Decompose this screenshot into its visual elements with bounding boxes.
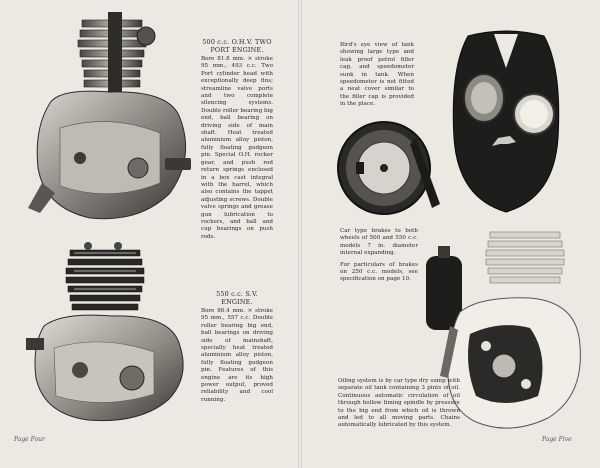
tank-text: Bird's eye view of tank showing large type and leak proof petrol filler cap, and speedometer sunk in tank. When speedometer is not fitted a neat cover similar to the filler cap is provided in the place. [340, 42, 414, 108]
sv-engine-title: 550 c.c. S.V. ENGINE. [216, 290, 258, 306]
oiling-text: Oiling system is by car type dry sump with separate oil tank containing 3 pints of oil. Continuous automatic circulation of oil through hollow timing spindle by pressure to the big end from which oil is thrown and led to all moving parts. Chains automatically lubricated by this system. [338, 378, 460, 429]
ohv-engine-title: 500 c.c. O.H.V. TWO [202, 38, 272, 46]
tank-photo [448, 28, 564, 216]
sv-engine-photo [22, 238, 192, 426]
ohv-engine-title-2: PORT ENGINE. [210, 46, 264, 54]
tank-caption [340, 42, 414, 109]
right-page [302, 0, 600, 468]
sv-engine-text: Bore 86.4 mm. × stroke 95 mm., 557 c.c. Double roller bearing big end, ball bearings on driving side of mainshaft, specially heat treated aluminium alloy piston, fully floating gudgeon pin. Features of this engine are its high power output, proved reliability and cool running. [201, 308, 273, 403]
page-number-left: Page Four [14, 436, 45, 443]
ohv-engine-photo [20, 8, 200, 233]
brakes-text-2: For particulars of brakes on 250 c.c. models, see specification on page 10. [340, 261, 418, 283]
brakes-caption [340, 228, 418, 284]
brake-drum-photo [332, 112, 444, 222]
page-number-right: Page Five [542, 436, 572, 443]
left-page [0, 0, 298, 468]
brakes-text: Car type brakes to both wheels of 500 and 550 c.c. models 7 in. diameter internal expanding. [340, 228, 418, 257]
ohv-engine-caption [201, 38, 273, 241]
ohv-engine-text: Bore 81.8 mm. × stroke 95 mm., 493 c.c. Two Port cylinder head with exceptionally deep fins; streamline valve ports and two complete silencing systems. Double roller bearing big end, ball bearing on driving side of main shaft. Heat treated aluminium alloy piston, fully floating gudgeon pin. Special O.H. rocker gear, and push rod return springs enclosed in a box cast integral with the barrel, which also contains the tappet adjusting screws. Double valve springs and grease gun lubrication to rockers, and ball and cup bearings on push rods. [201, 56, 273, 240]
oiling-caption [338, 378, 460, 430]
sv-engine-caption [201, 290, 273, 404]
